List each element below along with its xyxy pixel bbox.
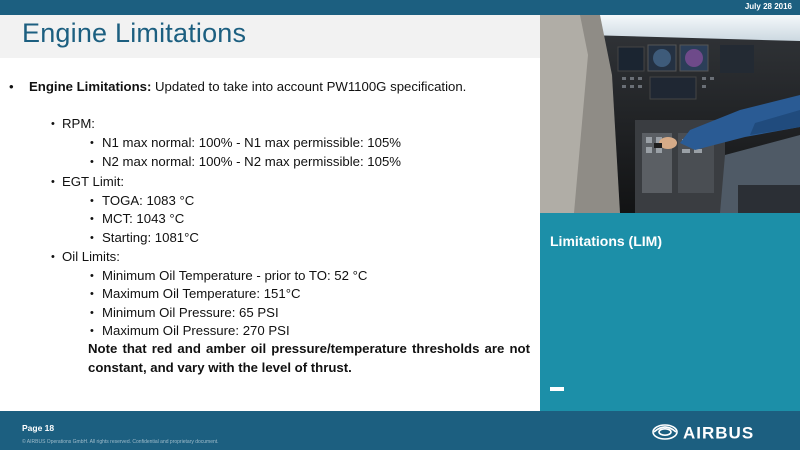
list-item: N2 max normal: 100% - N2 max permissible: 105% [102, 154, 402, 169]
bullet-icon: • [90, 213, 94, 225]
panel-title: Limitations (LIM) [550, 233, 662, 249]
list-item: Maximum Oil Temperature: 151°C [102, 286, 301, 301]
page-number: Page 18 [22, 423, 55, 433]
list-item: Maximum Oil Pressure: 270 PSI [102, 323, 290, 338]
date-label: July 28 2016 [744, 2, 792, 11]
bullet-icon: • [51, 118, 55, 130]
list-item: N1 max normal: 100% - N1 max permissible: 105% [102, 135, 402, 150]
top-bar [0, 0, 800, 15]
intro-text: Updated to take into account PW1100G specification. [155, 79, 467, 94]
bullet-icon: • [9, 79, 14, 94]
list-item: Minimum Oil Pressure: 65 PSI [102, 305, 279, 320]
bullet-icon: • [90, 232, 94, 244]
svg-text:AIRBUS: AIRBUS [683, 423, 755, 443]
bullet-icon: • [90, 137, 94, 149]
note-text: Note that red and amber oil pressure/temperature thresholds are not constant, and vary with the level of thrust. [88, 341, 530, 375]
intro-label: Engine Limitations: [29, 79, 152, 94]
bullet-icon: • [90, 270, 94, 282]
list-item: Minimum Oil Temperature - prior to TO: 52 °C [102, 268, 368, 283]
bullet-icon: • [90, 307, 94, 319]
list-item: TOGA: 1083 °C [102, 193, 195, 208]
bullet-icon: • [90, 156, 94, 168]
copyright-text: © AIRBUS Operations GmbH. All rights reserved. Confidential and proprietary document. [22, 439, 219, 445]
bullet-icon: • [90, 195, 94, 207]
oil-heading: Oil Limits: [62, 249, 120, 264]
bullet-icon: • [51, 176, 55, 188]
cockpit-photo [540, 15, 800, 213]
info-panel [540, 213, 800, 411]
bullet-icon: • [90, 288, 94, 300]
bullet-icon: • [51, 251, 55, 263]
airbus-logo [651, 421, 781, 443]
footer [0, 411, 800, 450]
list-item: MCT: 1043 °C [102, 211, 185, 226]
intro-paragraph [29, 78, 529, 96]
list-item: Starting: 1081°C [102, 230, 199, 245]
bullet-icon: • [90, 325, 94, 337]
panel-dash [550, 387, 564, 391]
rpm-heading: RPM: [62, 116, 95, 131]
page-title: Engine Limitations [22, 18, 247, 48]
egt-heading: EGT Limit: [62, 174, 125, 189]
